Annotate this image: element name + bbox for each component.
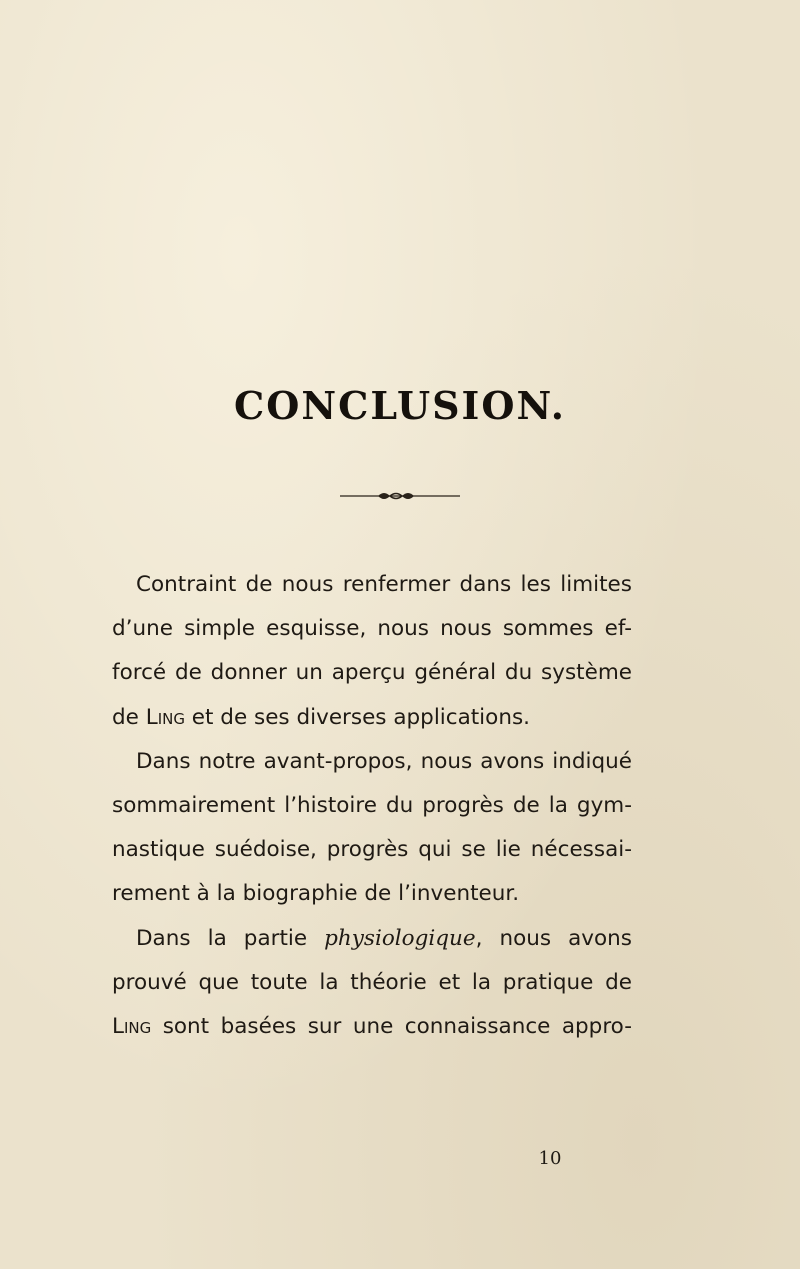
- text-line: Dans notre avant-propos, nous avons indiqué: [136, 748, 632, 774]
- text-line: forcé de donner un aperçu général du système: [112, 660, 632, 686]
- chapter-title: CONCLUSION.: [234, 383, 566, 428]
- text-line: de Ling et de ses diverses applications.: [112, 704, 530, 730]
- emphasized-word: physiologique: [324, 925, 476, 951]
- text-line: d’une simple esquisse, nous nous sommes ef-: [112, 616, 632, 642]
- text-line: sommairement l’histoire du progrès de la gym-: [112, 793, 632, 819]
- text-line: rement à la biographie de l’inventeur.: [112, 881, 520, 907]
- text-line: Dans la partie physiologique, nous avons: [136, 925, 632, 951]
- text-line: Ling sont basées sur une connaissance appro-: [112, 1014, 632, 1040]
- author-name: Ling: [145, 704, 185, 730]
- text-line: nastique suédoise, progrès qui se lie nécessai-: [112, 837, 632, 863]
- ornament-divider: [340, 489, 460, 503]
- author-name: Ling: [112, 1014, 152, 1040]
- signature-mark: 10: [538, 1148, 562, 1169]
- body-text: [112, 563, 632, 1049]
- text-line: Contraint de nous renfermer dans les limites: [136, 572, 632, 597]
- text-line: prouvé que toute la théorie et la pratique de: [112, 969, 632, 995]
